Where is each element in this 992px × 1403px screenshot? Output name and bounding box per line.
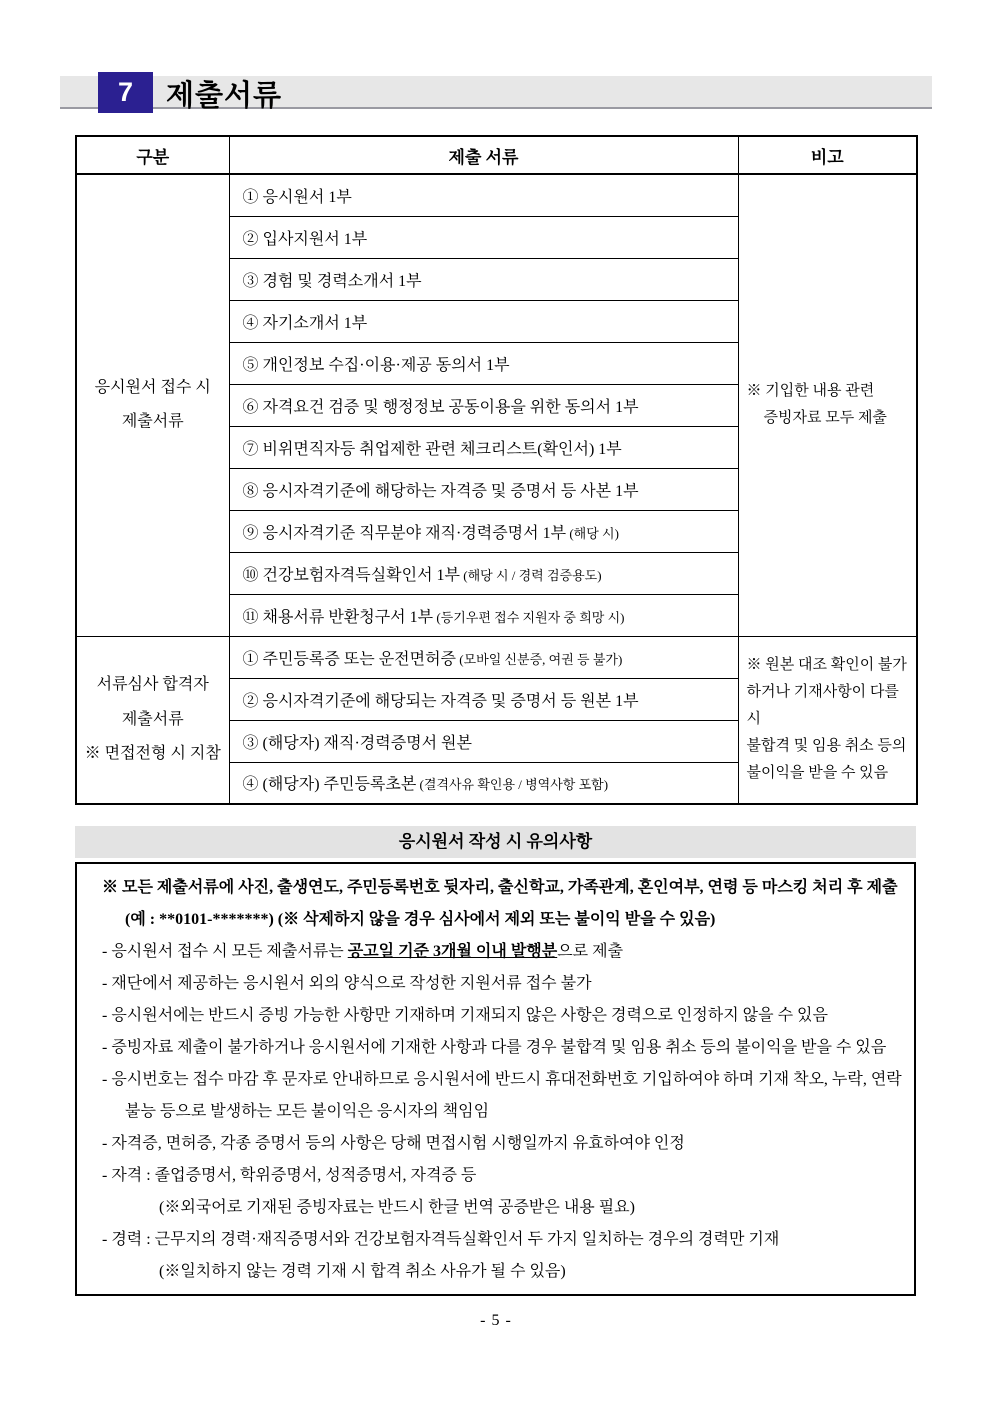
item-text: 경험 및 경력소개서 1부	[258, 272, 422, 290]
document-item-cell	[229, 342, 738, 384]
item-text: (해당자) 주민등록초본	[258, 776, 417, 794]
item-number: ①	[242, 650, 259, 668]
document-item-cell	[229, 216, 738, 258]
notice-text: 응시원서에는 반드시 증빙 가능한 사항만 기재하며 기재되지 않은 사항은 경력으로 인정하지 않을 수 있음	[111, 1007, 828, 1024]
notice-text: 응시원서 접수 시 모든 제출서류는	[111, 943, 348, 960]
item-text: (해당자) 재직·경력증명서 원본	[258, 734, 472, 752]
item-note: (해당 시 / 경력 검증용도)	[460, 567, 602, 583]
document-item-cell	[229, 552, 738, 594]
item-number: ⑧	[242, 482, 259, 500]
item-number: ②	[242, 230, 259, 248]
document-item-cell	[229, 510, 738, 552]
item-number: ④	[242, 776, 259, 794]
category-cell	[76, 174, 229, 636]
notice-text: 응시번호는 접수 마감 후 문자로 안내하므로 응시원서에 반드시 휴대전화번호 기입하여야 하며 기재 착오, 누락, 연락불능 등으로 발생하는 모든 불이익은 응시자의 책임임	[111, 1071, 902, 1120]
notice-item	[89, 1064, 902, 1128]
item-text: 입사지원서 1부	[258, 230, 368, 248]
document-item-cell	[229, 174, 738, 216]
submission-documents-table	[75, 135, 918, 805]
item-text: 주민등록증 또는 운전면허증	[258, 650, 456, 668]
category-cell	[76, 636, 229, 804]
item-number: ⑪	[242, 608, 259, 626]
notice-item-prefix: -	[102, 1071, 112, 1088]
notice-subitem: (※외국어로 기재된 증빙자료는 반드시 한글 번역 공증받은 내용 필요)	[159, 1199, 635, 1216]
section-header	[60, 72, 932, 118]
document-item-cell	[229, 636, 738, 678]
remark-cell	[738, 636, 917, 804]
notice-text: 공고일 기준 3개월 이내 발행분	[347, 943, 558, 960]
item-text: 채용서류 반환청구서 1부	[258, 608, 434, 626]
notice-item	[89, 1032, 902, 1064]
remark-line: 하거나 기재사항이 다를 시	[746, 684, 899, 728]
notice-item-prefix: ※	[102, 879, 123, 896]
notice-subitem: (※일치하지 않는 경력 기재 시 합격 취소 사유가 될 수 있음)	[159, 1263, 566, 1280]
item-number: ⑨	[242, 524, 259, 542]
remark-line: 증빙자료 모두 제출	[763, 410, 887, 427]
notice-item	[89, 1160, 902, 1192]
notice-text: 으로 제출	[557, 943, 624, 960]
item-number: ④	[242, 314, 259, 332]
item-number: ⑥	[242, 398, 259, 416]
document-item-cell	[229, 594, 738, 636]
notice-text: 재단에서 제공하는 응시원서 외의 양식으로 작성한 지원서류 접수 불가	[111, 975, 592, 992]
notice-text: 자격 : 졸업증명서, 학위증명서, 성적증명서, 자격증 등	[111, 1167, 477, 1184]
item-number: ⑤	[242, 356, 259, 374]
notice-item-prefix: -	[102, 1231, 112, 1248]
notice-item-prefix: -	[102, 1167, 112, 1184]
item-text: 자격요건 검증 및 행정정보 공동이용을 위한 동의서 1부	[258, 398, 639, 416]
notice-item	[89, 1000, 902, 1032]
table-header-row	[76, 136, 917, 174]
notice-title-bar: 응시원서 작성 시 유의사항	[75, 826, 916, 858]
item-text: 건강보험자격득실확인서 1부	[258, 566, 460, 584]
col-header-documents: 제출 서류	[229, 136, 738, 174]
section-title: 제출서류	[166, 80, 283, 112]
remark-line: 불합격 및 임용 취소 등의	[746, 738, 907, 755]
remark-line: ※ 기입한 내용 관련	[746, 383, 875, 400]
item-text: 응시원서 1부	[258, 188, 352, 206]
notice-text: 경력 : 근무지의 경력·재직증명서와 건강보험자격득실확인서 두 가지 일치하는 경우의 경력만 기재	[111, 1231, 780, 1248]
item-note: (결격사유 확인용 / 병역사항 포함)	[416, 777, 609, 793]
item-text: 개인정보 수집·이용·제공 동의서 1부	[258, 356, 510, 374]
table-row	[76, 174, 917, 216]
category-line: ※ 면접전형 시 지참	[84, 744, 221, 762]
document-item-cell	[229, 762, 738, 804]
notice-text: 모든 제출서류에 사진, 출생연도, 주민등록번호 뒷자리, 출신학교, 가족관계, 혼인여부, 연령 등 마스킹 처리 후 제출 (예 : **0101-*******) (※ 삭제하지 않을 경우 심사에서 제외 또는 불이익 받을 수 있음)	[122, 879, 898, 928]
category-line: 제출서류	[121, 413, 184, 431]
documents-tbody	[76, 174, 917, 804]
item-number: ⑩	[242, 566, 259, 584]
item-text: 응시자격기준 직무분야 재직·경력증명서 1부	[258, 524, 567, 542]
notice-body	[75, 862, 916, 1296]
remark-line: ※ 원본 대조 확인이 불가	[746, 657, 907, 674]
document-item-cell	[229, 384, 738, 426]
item-number: ⑦	[242, 440, 259, 458]
item-number: ③	[242, 734, 259, 752]
item-text: 응시자격기준에 해당하는 자격증 및 증명서 등 사본 1부	[258, 482, 639, 500]
notice-item	[89, 872, 902, 936]
notice-item-prefix: -	[102, 1039, 112, 1056]
item-note: (모바일 신분증, 여권 등 불가)	[456, 651, 623, 667]
item-text: 비위면직자등 취업제한 관련 체크리스트(확인서) 1부	[258, 440, 622, 458]
item-number: ③	[242, 272, 259, 290]
section-number-badge: 7	[98, 72, 153, 113]
col-header-remarks: 비고	[738, 136, 917, 174]
document-item-cell	[229, 468, 738, 510]
item-text: 응시자격기준에 해당되는 자격증 및 증명서 등 원본 1부	[258, 692, 639, 710]
item-note: (해당 시)	[566, 525, 619, 541]
category-line: 제출서류	[121, 710, 184, 728]
document-item-cell	[229, 426, 738, 468]
document-item-cell	[229, 300, 738, 342]
item-number: ②	[242, 692, 259, 710]
category-line: 서류심사 합격자	[96, 676, 209, 694]
notice-item-prefix: -	[102, 975, 112, 992]
category-line: 응시원서 접수 시	[94, 378, 211, 396]
page-number: - 5 -	[480, 1312, 512, 1329]
item-number: ①	[242, 188, 259, 206]
remark-line: 불이익을 받을 수 있음	[746, 765, 889, 782]
table-row	[76, 636, 917, 678]
notice-item	[89, 968, 902, 1000]
document-item-cell	[229, 720, 738, 762]
notice-text: 자격증, 면허증, 각종 증명서 등의 사항은 당해 면접시험 시행일까지 유효하여야 인정	[111, 1135, 685, 1152]
notice-item	[89, 1128, 902, 1160]
notice-text: 증빙자료 제출이 불가하거나 응시원서에 기재한 사항과 다를 경우 불합격 및 임용 취소 등의 불이익을 받을 수 있음	[111, 1039, 887, 1056]
document-item-cell	[229, 258, 738, 300]
document-item-cell	[229, 678, 738, 720]
notice-item-prefix: -	[102, 1007, 112, 1024]
remark-cell	[738, 174, 917, 636]
notice-item	[89, 1224, 902, 1256]
notice-item-prefix: -	[102, 943, 112, 960]
notice-item	[89, 936, 902, 968]
notice-item-prefix: -	[102, 1135, 112, 1152]
item-text: 자기소개서 1부	[258, 314, 368, 332]
col-header-category: 구분	[76, 136, 229, 174]
item-note: (등기우편 접수 지원자 중 희망 시)	[433, 609, 625, 625]
